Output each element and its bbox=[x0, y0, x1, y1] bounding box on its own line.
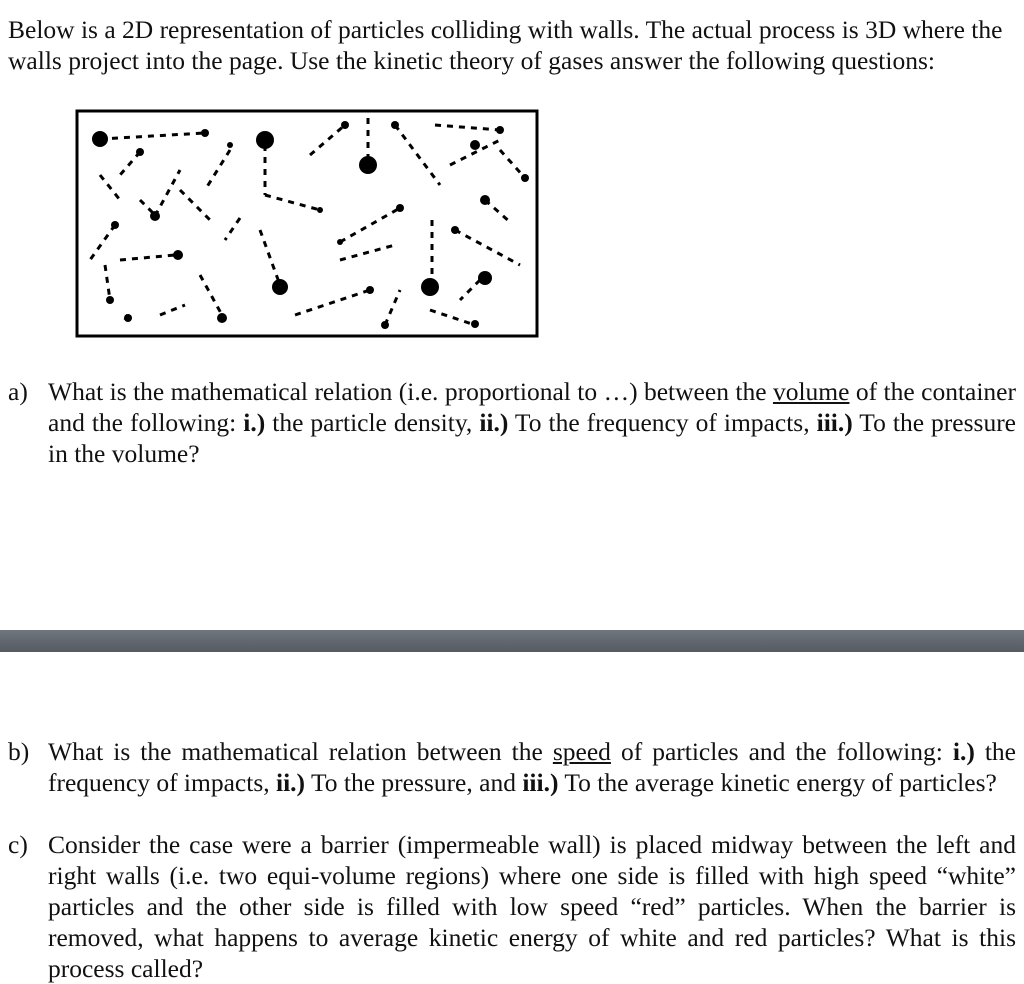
qa-emphasis: volume bbox=[772, 377, 850, 406]
qb-ii: ii.) bbox=[276, 768, 306, 797]
question-b bbox=[8, 736, 1016, 798]
qa-i-text: the particle density, bbox=[265, 408, 480, 437]
qb-i-text: the frequency of impacts, bbox=[48, 737, 1016, 797]
qb-ii-text: To the pressure, and bbox=[305, 768, 523, 797]
question-a bbox=[8, 376, 1016, 469]
qb-iii: iii.) bbox=[522, 768, 559, 797]
qa-ii: ii.) bbox=[479, 408, 509, 437]
particle-box-figure bbox=[0, 0, 1024, 360]
qa-iii-text: To the pressure in the volume? bbox=[48, 408, 1017, 468]
qb-i: i.) bbox=[952, 737, 975, 766]
section-divider bbox=[0, 630, 1024, 652]
question-b-label: b) bbox=[8, 737, 30, 766]
qb-iii-text: To the average kinetic energy of particles? bbox=[558, 768, 997, 797]
intro-text: Below is a 2D representation of particles colliding with walls. The actual process is 3D where the walls project into the page. Use the kinetic theory of gases answer the following questions: bbox=[8, 15, 1003, 75]
question-c-text: Consider the case were a barrier (impermeable wall) is placed midway between the left and right walls (i.e. two equi-volume regions) where one side is filled with high speed “white” particles and the other side is filled with low speed “red” particles. When the barrier is removed, what happens to average kinetic energy of white and red particles? What is this process called? bbox=[48, 830, 1016, 983]
qa-iii: iii.) bbox=[816, 408, 853, 437]
qb-text-1: What is the mathematical relation between the bbox=[48, 737, 553, 766]
qb-emphasis: speed bbox=[552, 737, 611, 766]
qa-text-2: of the container and the following: bbox=[48, 377, 1016, 437]
qa-ii-text: To the frequency of impacts, bbox=[508, 408, 817, 437]
question-c-label: c) bbox=[8, 830, 28, 859]
qa-i: i.) bbox=[243, 408, 266, 437]
question-c bbox=[8, 829, 1016, 984]
qb-text-2: of particles and the following: bbox=[610, 737, 953, 766]
container-box bbox=[77, 111, 537, 336]
question-a-label: a) bbox=[8, 377, 28, 406]
particle-trails bbox=[90, 118, 525, 325]
qa-text-1: What is the mathematical relation (i.e. proportional to …) between the bbox=[48, 377, 773, 406]
